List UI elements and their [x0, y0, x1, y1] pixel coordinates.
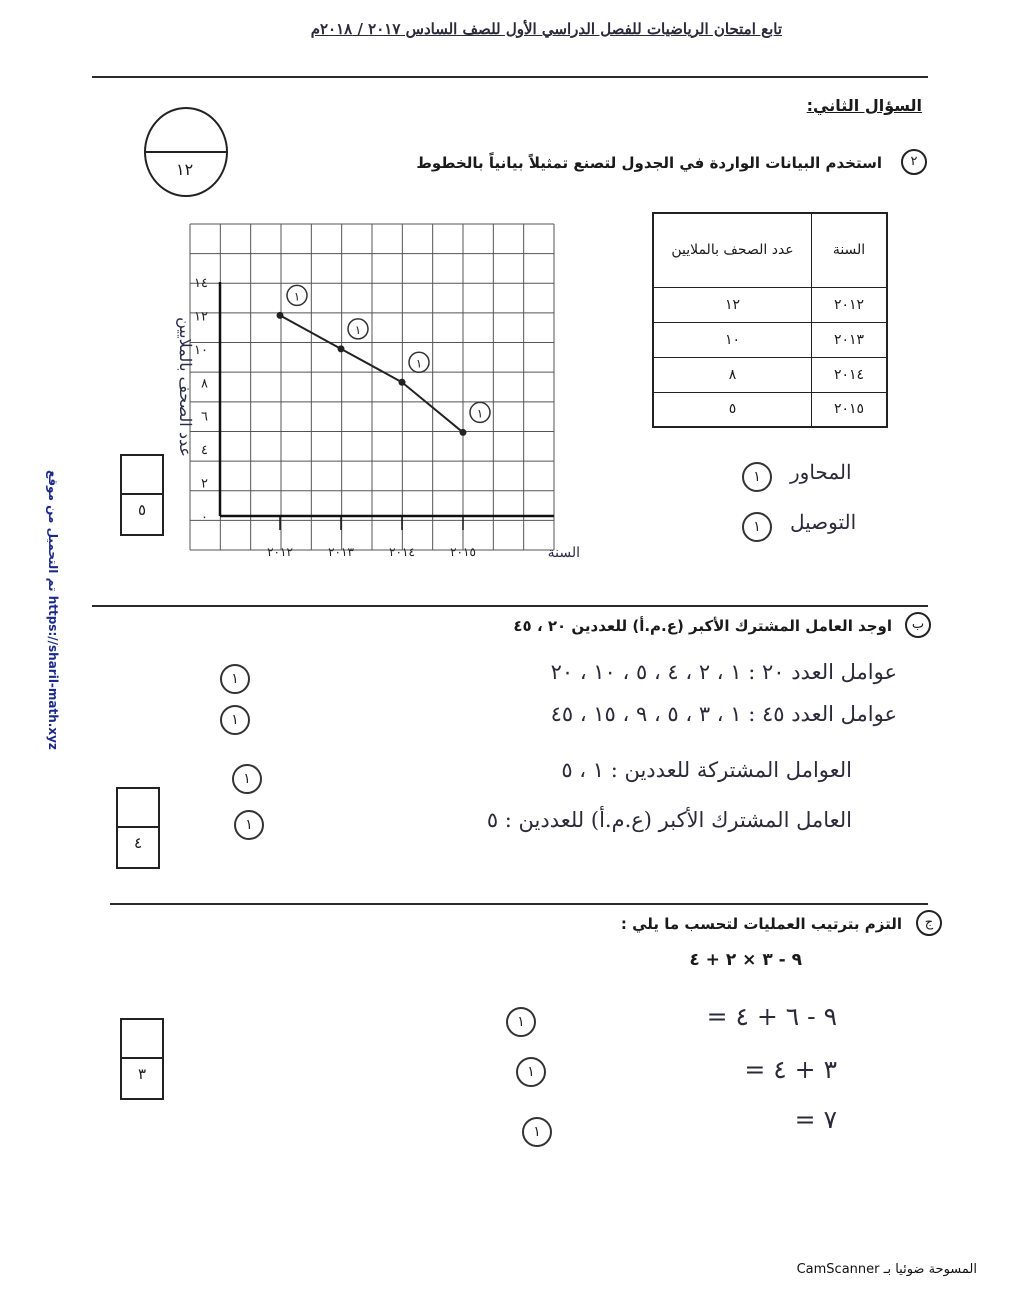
question-c-step-2: = ٣ + ٤ [744, 1055, 837, 1084]
y-tick-label: ٠ [201, 510, 208, 525]
y-tick-label: ٤ [201, 443, 208, 459]
data-point [277, 312, 284, 319]
y-axis-label: عدد الصحف بالملايين [176, 317, 195, 457]
table-cell: ٥ [653, 392, 812, 427]
question-b-line-4: العامل المشترك الأكبر (ع.م.أ) للعددين : ٥ [486, 808, 852, 832]
rubric-mark-axes: ١ [742, 462, 772, 492]
line-chart [150, 212, 590, 582]
x-tick-label: ٢٠١٢ [267, 545, 293, 559]
question-b-mark-1: ١ [220, 664, 250, 694]
question-b-line-3: العوامل المشتركة للعددين : ١ ، ٥ [561, 758, 852, 782]
question-b-line-2: عوامل العدد ٤٥ : ١ ، ٣ ، ٥ ، ٩ ، ١٥ ، ٤٥ [550, 702, 897, 726]
section-divider-1 [92, 605, 928, 607]
data-point [399, 379, 406, 386]
question-c-step-3: = ٧ [794, 1105, 837, 1134]
question-b-mark-4: ١ [234, 810, 264, 840]
question-b-instruction: اوجد العامل المشترك الأكبر (ع.م.أ) للعددين ٢٠ ، ٤٥ [513, 617, 892, 635]
data-point [338, 345, 345, 352]
question2-instruction: استخدم البيانات الواردة في الجدول لتصنع تمثيلاً بيانياً بالخطوط [416, 154, 882, 172]
question-b-number: ب [905, 612, 931, 638]
page-header: تابع امتحان الرياضيات للفصل الدراسي الأول للصف السادس ٢٠١٧ / ٢٠١٨م [310, 20, 782, 38]
question-c-expression: ٩ - ٣ × ٢ + ٤ [689, 950, 802, 970]
y-tick-label: ٢ [201, 476, 208, 492]
question-c-mark-3: ١ [522, 1117, 552, 1147]
header-divider [92, 76, 928, 78]
section-divider-2 [110, 903, 928, 905]
y-tick-label: ٨ [201, 376, 208, 392]
question-c-step-1: = ٩ - ٦ + ٤ [706, 1002, 837, 1031]
side-download-link[interactable]: تم التحميل من موقع https://sharil-math.xyz [46, 470, 60, 750]
total-score-ellipse [140, 104, 232, 200]
question-c-score-box [120, 1018, 164, 1100]
table-header-count: عدد الصحف بالملايين [653, 213, 812, 287]
x-axis-label: السنة [547, 545, 580, 561]
table-header-year: السنة [812, 213, 888, 287]
table-cell: ٢٠١٥ [812, 392, 888, 427]
data-table [652, 212, 888, 428]
data-point [460, 429, 467, 436]
point-mark-label: ١ [354, 322, 362, 337]
question-c-mark-1: ١ [506, 1007, 536, 1037]
question-c-number: ج [916, 910, 942, 936]
question-b-score-box [116, 787, 160, 869]
rubric-mark-connect: ١ [742, 512, 772, 542]
question-c-instruction: التزم بترتيب العمليات لتحسب ما يلي : [620, 915, 902, 933]
total-score-value: ١٢ [176, 160, 194, 179]
table-cell: ١٠ [653, 322, 812, 357]
y-tick-label: ١٢ [194, 309, 208, 325]
rubric-label-connect: التوصيل [790, 510, 857, 534]
x-tick-label: ٢٠١٤ [389, 545, 415, 559]
table-cell: ٢٠١٤ [812, 357, 888, 392]
table-cell: ٨ [653, 357, 812, 392]
question-b-score: ٤ [133, 834, 143, 853]
question-b-mark-2: ١ [220, 705, 250, 735]
x-tick-label: ٢٠١٥ [450, 545, 476, 559]
question2-score: ٥ [137, 501, 147, 520]
point-mark-label: ١ [293, 289, 301, 304]
table-cell: ٢٠١٢ [812, 287, 888, 322]
question2-heading: السؤال الثاني: [806, 96, 922, 115]
point-mark-label: ١ [415, 356, 423, 371]
y-tick-label: ١٤ [194, 276, 208, 291]
question2-number: ٢ [901, 149, 927, 175]
question-b-mark-3: ١ [232, 764, 262, 794]
y-tick-label: ٦ [201, 409, 208, 425]
point-mark-label: ١ [476, 406, 484, 421]
table-cell: ١٢ [653, 287, 812, 322]
question-c-mark-2: ١ [516, 1057, 546, 1087]
y-tick-label: ١٠ [194, 342, 208, 358]
rubric-label-axes: المحاور [790, 460, 852, 484]
question-c-score: ٣ [137, 1065, 147, 1084]
camscanner-footer: المسوحة ضوئيا بـ CamScanner [796, 1262, 977, 1277]
x-tick-label: ٢٠١٣ [328, 545, 354, 559]
question-b-line-1: عوامل العدد ٢٠ : ١ ، ٢ ، ٤ ، ٥ ، ١٠ ، ٢٠ [550, 660, 897, 684]
table-cell: ٢٠١٣ [812, 322, 888, 357]
